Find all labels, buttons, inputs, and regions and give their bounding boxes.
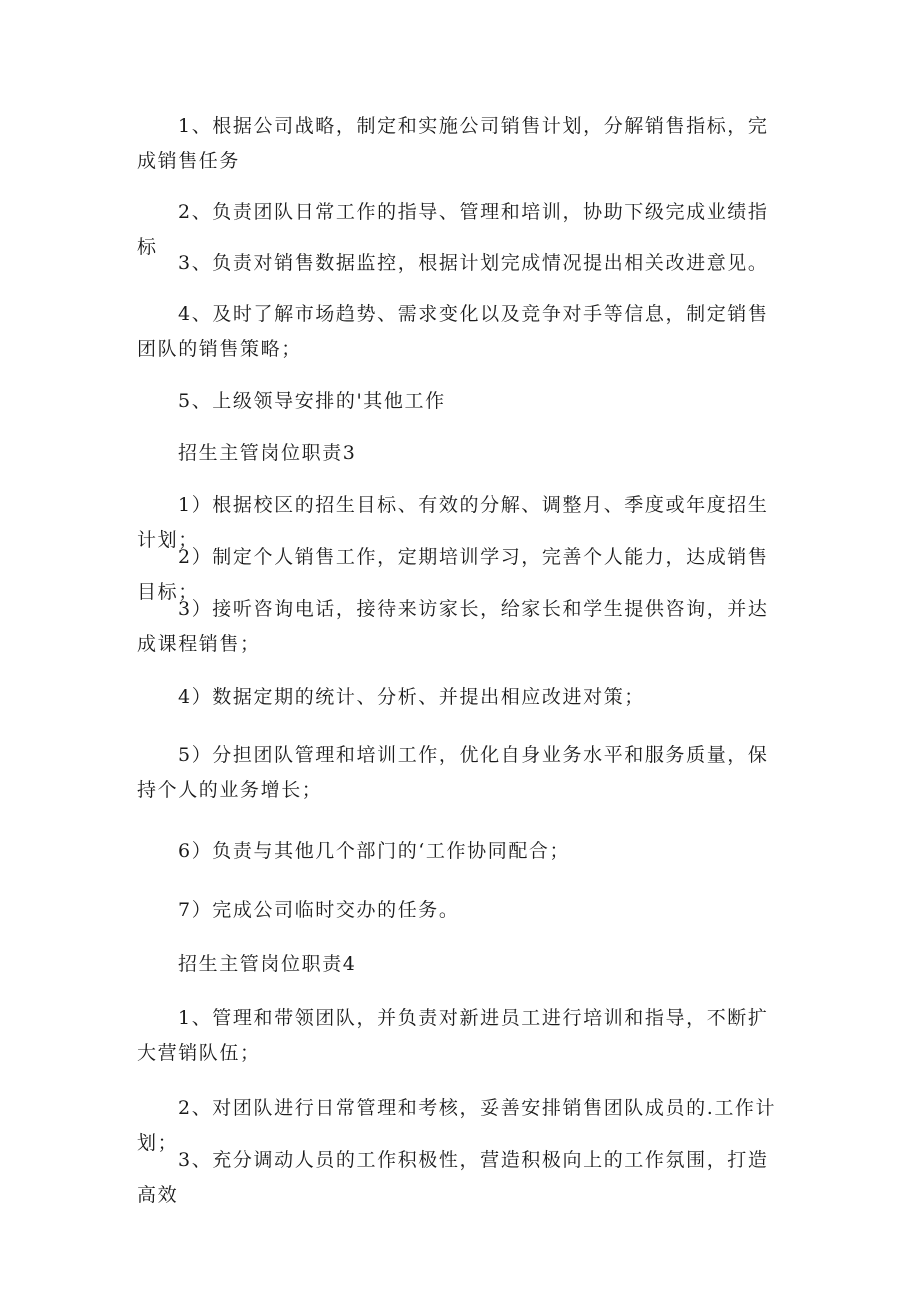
duty-item-2: 2、对团队进行日常管理和考核，妥善安排销售团队成员的.工作计划； bbox=[137, 1097, 777, 1154]
duty-item-4: 4）数据定期的统计、分析、并提出相应改进对策； bbox=[178, 686, 645, 708]
section-heading-3: 招生主管岗位职责3 bbox=[178, 442, 357, 464]
duty-item-6: 6）负责与其他几个部门的‘工作协同配合； bbox=[178, 840, 571, 862]
duty-item-7: 7）完成公司临时交办的任务。 bbox=[178, 899, 460, 921]
duty-item-5: 5、上级领导安排的'其他工作 bbox=[178, 390, 446, 412]
section-heading-4: 招生主管岗位职责4 bbox=[178, 953, 357, 975]
duty-item-5: 5）分担团队管理和培训工作，优化自身业务水平和服务质量，保持个人的业务增长； bbox=[137, 744, 769, 801]
duty-item-2: 2、负责团队日常工作的指导、管理和培训，协助下级完成业绩指标 bbox=[137, 201, 769, 258]
duty-item-2: 2）制定个人销售工作，定期培训学习，完善个人能力，达成销售目标； bbox=[137, 546, 769, 603]
duty-item-1: 1、管理和带领团队，并负责对新进员工进行培训和指导，不断扩大营销队伍； bbox=[137, 1007, 769, 1064]
duty-item-3: 3、充分调动人员的工作积极性，营造积极向上的工作氛围，打造高效 bbox=[137, 1149, 769, 1206]
duty-item-3: 3）接听咨询电话，接待来访家长，给家长和学生提供咨询，并达成课程销售； bbox=[137, 598, 769, 655]
duty-item-1: 1）根据校区的招生目标、有效的分解、调整月、季度或年度招生计划； bbox=[137, 494, 769, 551]
duty-item-4: 4、及时了解市场趋势、需求变化以及竞争对手等信息，制定销售团队的销售策略； bbox=[137, 303, 769, 360]
duty-item-3: 3、负责对销售数据监控，根据计划完成情况提出相关改进意见。 bbox=[178, 252, 769, 274]
duty-item-1: 1、根据公司战略，制定和实施公司销售计划，分解销售指标，完成销售任务 bbox=[137, 115, 769, 172]
